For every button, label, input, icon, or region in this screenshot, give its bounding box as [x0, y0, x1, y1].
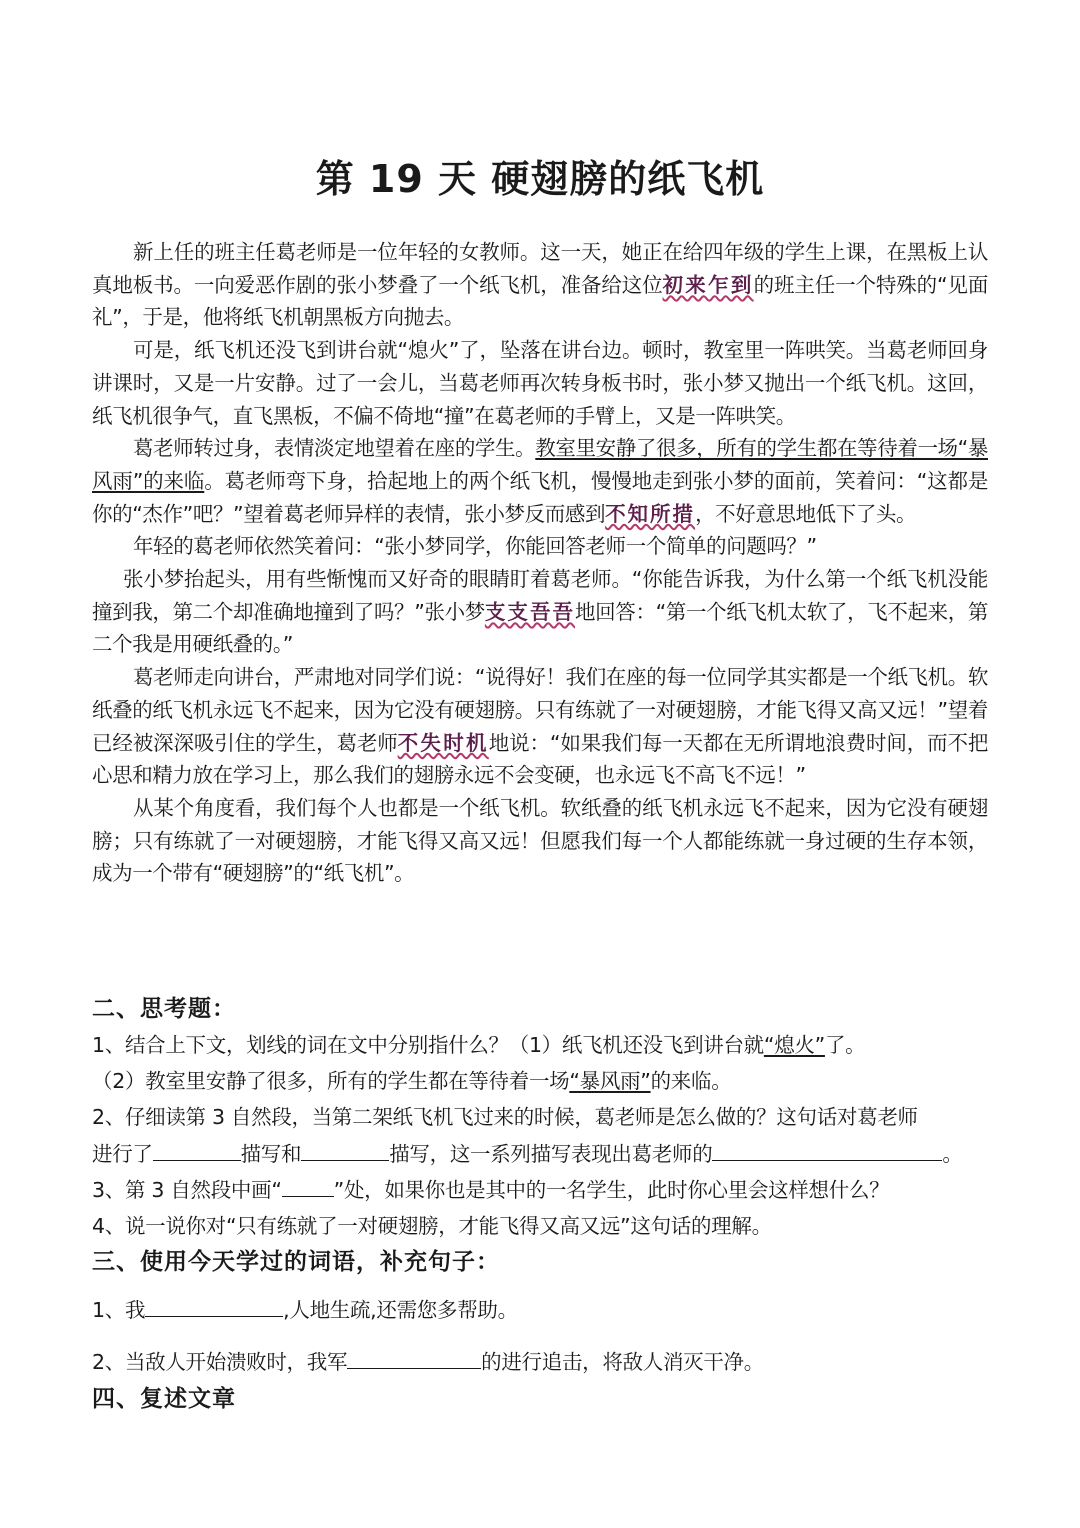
question-3: 3、第 3 自然段中画“ ”处，如果你也是其中的一名学生，此时你心里会这样想什么？ — [92, 1178, 890, 1202]
underlined-sentence: 教室里安静了很多，所有的学生都在等待着一场“暴风雨”的来临 — [92, 436, 989, 493]
vocab-word: 不失时机 — [397, 730, 489, 755]
answer-blank[interactable] — [301, 1140, 389, 1161]
section-2-heading: 二、思考题： — [92, 996, 236, 1022]
answer-blank[interactable] — [712, 1140, 942, 1161]
paragraph-2: 可是，纸飞机还没飞到讲台就“熄火”了，坠落在讲台边。顿时，教室里一阵哄笑。当葛老师回身讲课时，又是一片安静。过了一会儿，当葛老师再次转身板书时，张小梦又抛出一个纸飞机。这回，纸飞机很争气，直飞黑板，不偏不倚地“撞”在葛老师的手臂上，又是一阵哄笑。 — [92, 338, 988, 428]
paragraph-1: 新上任的班主任葛老师是一位年轻的女教师。这一天，她正在给四年级的学生上课，在黑板上认真地板书。一向爱恶作剧的张小梦叠了一个纸飞机，准备给这位初来乍到的班主任一个特殊的“见面礼”，于是，他将纸飞机朝黑板方向抛去。 — [92, 240, 988, 330]
answer-blank[interactable] — [145, 1296, 283, 1317]
sentence-2: 2、当敌人开始溃败时，我军 的进行追击，将敌人消灭干净。 — [92, 1350, 764, 1374]
story-text — [92, 236, 988, 890]
paragraph-3: 葛老师转过身，表情淡定地望着在座的学生。教室里安静了很多，所有的学生都在等待着一场“暴风雨”的来临。葛老师弯下身，拾起地上的两个纸飞机，慢慢地走到张小梦的面前，笑着问：“这都是你的“杰作”吧？”望着葛老师异样的表情，张小梦反而感到不知所措，不好意思地低下了头。 — [92, 436, 989, 526]
paragraph-4: 年轻的葛老师依然笑着问：“张小梦同学，你能回答老师一个简单的问题吗？” — [133, 534, 817, 559]
vocab-word: 支支吾吾 — [484, 599, 576, 624]
sentence-1: 1、我 ,人地生疏,还需您多帮助。 — [92, 1298, 518, 1322]
section-4-heading: 四、复述文章 — [92, 1386, 236, 1412]
question-1: 1、结合上下文，划线的词在文中分别指什么？（1）纸飞机还没飞到讲台就“熄火”了。 — [92, 1033, 866, 1057]
vocab-word: 不知所措 — [605, 501, 696, 526]
question-2-fill: 进行了 描写和 描写，这一系列描写表现出葛老师的 。 — [92, 1142, 963, 1166]
answer-blank[interactable] — [347, 1348, 481, 1369]
paragraph-6: 葛老师走向讲台，严肃地对同学们说：“说得好！我们在座的每一位同学其实都是一个纸飞机。软纸叠的纸飞机永远飞不起来，因为它没有硬翅膀。只有练就了一对硬翅膀，才能飞得又高又远！”望着已经被深深吸引住的学生，葛老师不失时机地说：“如果我们每一天都在无所谓地浪费时间，而不把心思和精力放在学习上，那么我们的翅膀永远不会变硬，也永远飞不高飞不远！” — [92, 665, 989, 788]
section-3-heading: 三、使用今天学过的词语，补充句子： — [92, 1249, 500, 1275]
question-1-part-2: （2）教室里安静了很多，所有的学生都在等待着一场“暴风雨”的来临。 — [92, 1069, 732, 1093]
question-4: 4、说一说你对“只有练就了一对硬翅膀，才能飞得又高又远”这句话的理解。 — [92, 1214, 772, 1238]
vocab-word: 初来乍到 — [662, 272, 754, 297]
answer-blank[interactable] — [282, 1176, 334, 1197]
page-title: 第 19 天 硬翅膀的纸飞机 — [315, 157, 765, 201]
answer-blank[interactable] — [153, 1140, 241, 1161]
paragraph-7: 从某个角度看，我们每个人也都是一个纸飞机。软纸叠的纸飞机永远飞不起来，因为它没有硬翅膀；只有练就了一对硬翅膀，才能飞得又高又远！但愿我们每一个人都能练就一身过硬的生存本领，成为一个带有“硬翅膀”的“纸飞机”。 — [92, 795, 988, 886]
question-2: 2、仔细读第 3 自然段，当第二架纸飞机飞过来的时候，葛老师是怎么做的？这句话对葛老师 — [92, 1105, 918, 1129]
paragraph-5: 张小梦抬起头，用有些惭愧而又好奇的眼睛盯着葛老师。“你能告诉我，为什么第一个纸飞机没能撞到我，第二个却准确地撞到了吗？”张小梦支支吾吾地回答：“第一个纸飞机太软了，飞不起来，第二个我是用硬纸叠的。” — [92, 567, 988, 657]
